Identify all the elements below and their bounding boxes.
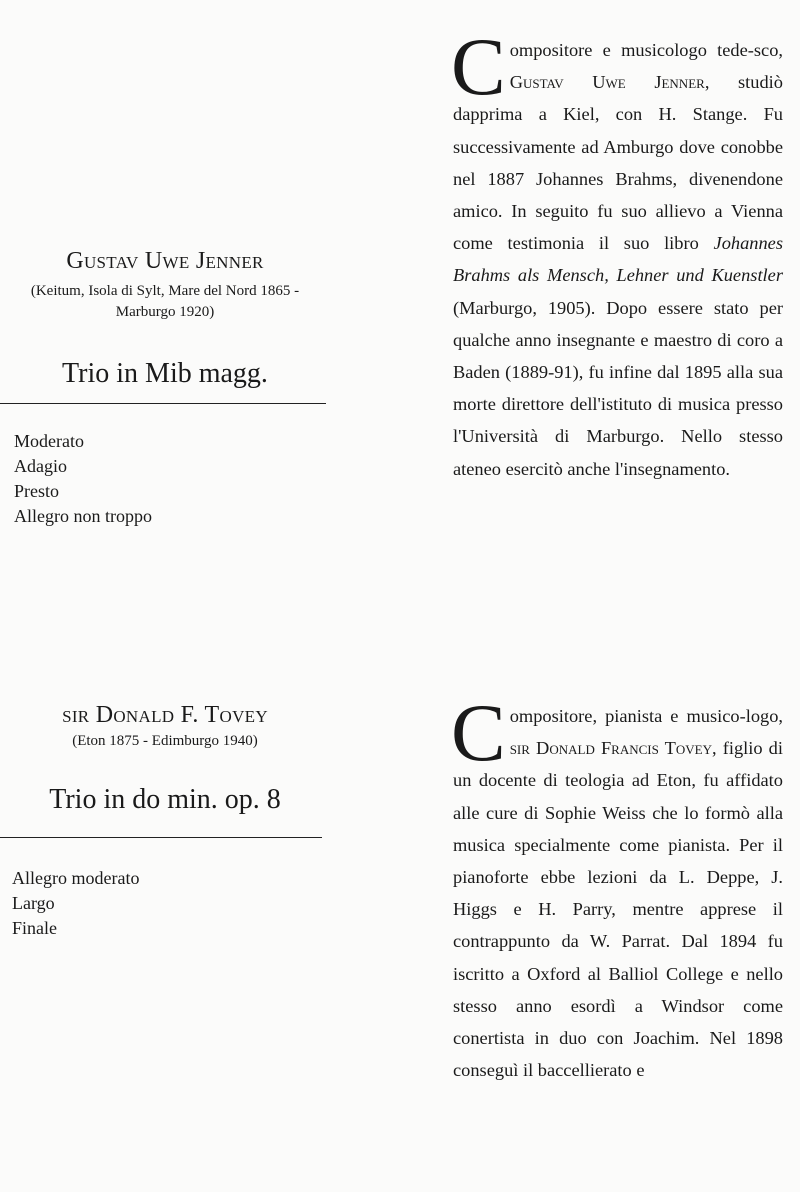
movement-item: Adagio	[14, 456, 67, 476]
movement-item: Allegro non troppo	[14, 506, 152, 526]
bio-text: (Marburgo, 1905). Dopo essere stato per qualche anno insegnante e maestro di coro a Baden (1889-91), fu infine dal 1895 alla sua morte direttore dell'istituto di musica presso l'Università di Marburgo. Nello stesso ateneo esercitò anche l'insegnamento.	[453, 297, 783, 479]
composer-name: Gustav Uwe Jenner	[66, 248, 264, 274]
movement-list	[14, 429, 152, 529]
composer-dates: (Keitum, Isola di Sylt, Mare del Nord 1865 - Marburgo 1920)	[30, 283, 300, 320]
work-title-block	[0, 358, 330, 390]
work-title: Trio in do min. op. 8	[49, 784, 281, 815]
composer-header-tovey	[0, 702, 330, 752]
movement-item: Allegro moderato	[12, 868, 140, 888]
biography-tovey	[451, 687, 783, 1086]
bio-text: ompositore e musicologo tede-sco,	[509, 40, 783, 60]
drop-cap: C	[451, 687, 506, 778]
drop-cap: C	[451, 21, 506, 112]
movement-item: Presto	[14, 481, 59, 501]
movement-item: Moderato	[14, 431, 84, 451]
work-title: Trio in Mib magg.	[62, 358, 268, 389]
composer-dates: (Eton 1875 - Edimburgo 1940)	[72, 733, 258, 749]
movement-list	[12, 866, 139, 941]
bio-text: ompositore, pianista e musico-logo,	[509, 706, 783, 726]
bio-text: , figlio di un docente di teologia ad Eton, fu affidato alle cure di Sophie Weiss che lo formò alla musica specialmente come pianista. Per il pianoforte ebbe lezioni da L. Deppe, J. Higgs e H. Parry, mentre apprese il contrappunto da W. Parrat. Dal 1894 fu iscritto a Oxford al Balliol College e nello stesso anno esordì a Windsor come conertista in duo con Joachim. Nel 1898 conseguì il baccellierato e	[453, 738, 783, 1081]
movement-item: Finale	[12, 918, 57, 938]
bio-composer-name: sir Donald Francis Tovey	[509, 738, 712, 759]
divider-rule	[0, 837, 322, 838]
bio-text: , studiò dapprima a Kiel, con H. Stange. Fu successivamente ad Amburgo dove conobbe nel 1887 Johannes Brahms, divenendone amico. In seguito fu suo allievo a Vienna come testimonia il suo libro	[453, 72, 783, 254]
composer-header-jenner	[0, 248, 330, 323]
divider-rule	[0, 403, 326, 404]
bio-composer-name: Gustav Uwe Jenner	[509, 72, 705, 93]
biography-jenner	[451, 21, 783, 485]
movement-item: Largo	[12, 893, 55, 913]
work-title-block	[0, 784, 330, 816]
book-title: Johannes Brahms als Mensch, Lehner und Kuenstler	[453, 233, 783, 286]
composer-name: sir Donald F. Tovey	[62, 702, 268, 728]
